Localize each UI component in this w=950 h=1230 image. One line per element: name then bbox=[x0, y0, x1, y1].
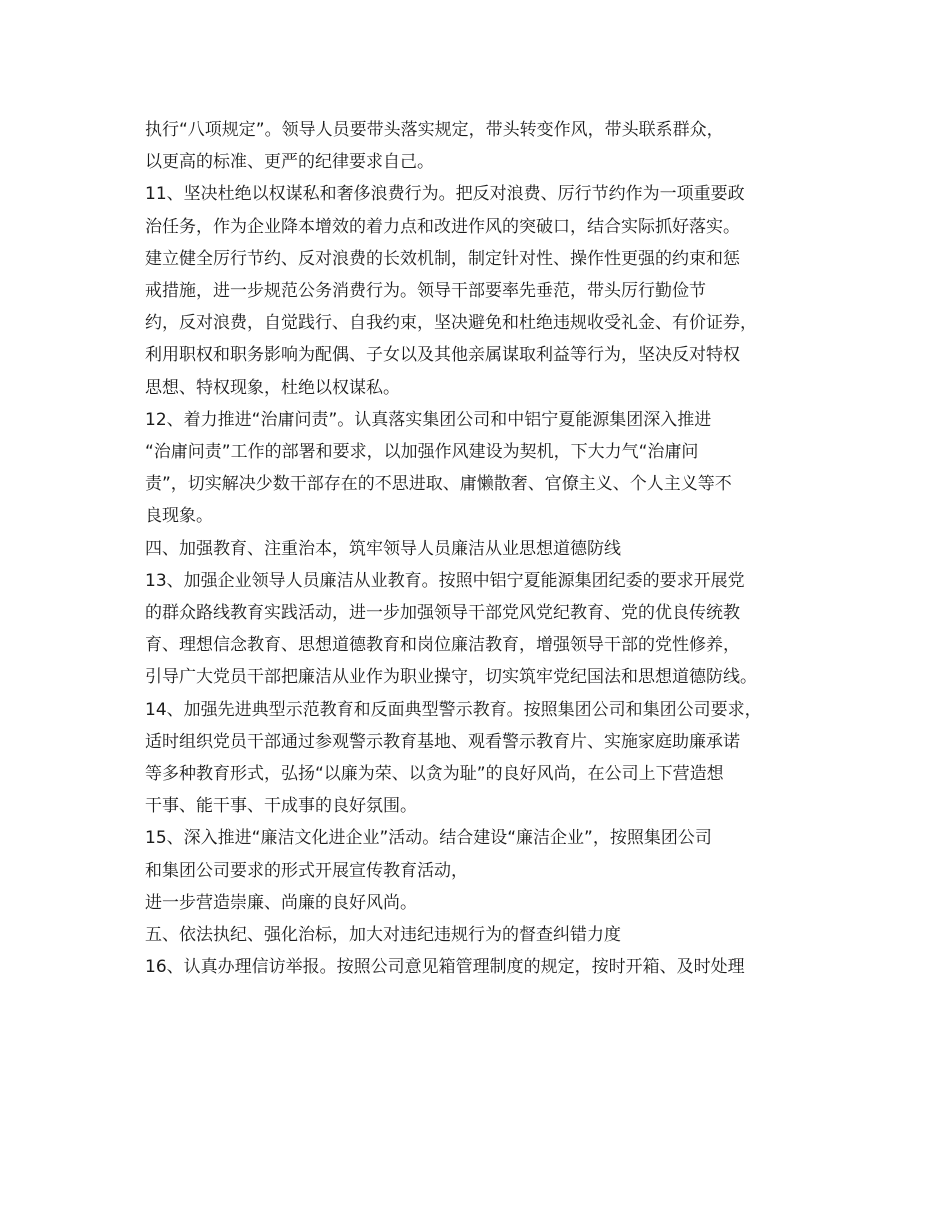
text-line: 育、理想信念教育、思想道德教育和岗位廉洁教育，增强领导干部的党性修养， bbox=[145, 635, 740, 656]
text-line: 戒措施，进一步规范公务消费行为。领导干部要率先垂范，带头厉行勤俭节 bbox=[145, 281, 706, 302]
text-line: 治任务，作为企业降本增效的着力点和改进作风的突破口，结合实际抓好落实。 bbox=[145, 216, 740, 237]
section-heading: 四、加强教育、注重治本，筑牢领导人员廉洁从业思想道德防线 bbox=[145, 538, 621, 559]
text-line: 和集团公司要求的形式开展宣传教育活动， bbox=[145, 860, 468, 881]
document-body bbox=[145, 114, 815, 983]
text-line: 引导广大党员干部把廉洁从业作为职业操守，切实筑牢党纪国法和思想道德防线。 bbox=[145, 667, 757, 688]
text-line: 15、深入推进“廉洁文化进企业”活动。结合建设“廉洁企业”，按照集团公司 bbox=[145, 828, 712, 849]
text-line: 良现象。 bbox=[145, 506, 213, 527]
text-line: 责”，切实解决少数干部存在的不思进取、庸懒散奢、官僚主义、个人主义等不 bbox=[145, 474, 732, 495]
text-line: 等多种教育形式，弘扬“以廉为荣、以贪为耻”的良好风尚，在公司上下营造想 bbox=[145, 764, 724, 785]
text-line: 适时组织党员干部通过参观警示教育基地、观看警示教育片、实施家庭助廉承诺 bbox=[145, 731, 740, 752]
text-line: 建立健全厉行节约、反对浪费的长效机制，制定针对性、操作性更强的约束和惩 bbox=[145, 248, 740, 269]
text-line: 的群众路线教育实践活动，进一步加强领导干部党风党纪教育、党的优良传统教 bbox=[145, 603, 740, 624]
text-line: 16、认真办理信访举报。按照公司意见箱管理制度的规定，按时开箱、及时处理 bbox=[145, 957, 745, 978]
text-line: 以更高的标准、更严的纪律要求自己。 bbox=[145, 152, 434, 173]
text-line: 利用职权和职务影响为配偶、子女以及其他亲属谋取利益等行为，坚决反对特权 bbox=[145, 345, 740, 366]
text-line: 思想、特权现象，杜绝以权谋私。 bbox=[145, 377, 400, 398]
text-line: 约，反对浪费，自觉践行、自我约束，坚决避免和杜绝违规收受礼金、有价证券， bbox=[145, 313, 757, 334]
text-line: 进一步营造崇廉、尚廉的良好风尚。 bbox=[145, 892, 417, 913]
text-line: 13、加强企业领导人员廉洁从业教育。按照中铝宁夏能源集团纪委的要求开展党 bbox=[145, 570, 745, 591]
text-line: 执行“八项规定”。领导人员要带头落实规定，带头转变作风，带头联系群众， bbox=[145, 120, 724, 140]
text-line: “治庸问责”工作的部署和要求，以加强作风建设为契机，下大力气“治庸问 bbox=[145, 442, 699, 463]
text-line: 12、着力推进“治庸问责”。认真落实集团公司和中铝宁夏能源集团深入推进 bbox=[145, 409, 712, 430]
text-line: 11、坚决杜绝以权谋私和奢侈浪费行为。把反对浪费、厉行节约作为一项重要政 bbox=[145, 184, 745, 205]
text-line: 干事、能干事、干成事的良好氛围。 bbox=[145, 796, 417, 817]
text-line: 14、加强先进典型示范教育和反面典型警示教育。按照集团公司和集团公司要求， bbox=[145, 699, 762, 720]
section-heading: 五、依法执纪、强化治标，加大对违纪违规行为的督查纠错力度 bbox=[145, 925, 621, 946]
